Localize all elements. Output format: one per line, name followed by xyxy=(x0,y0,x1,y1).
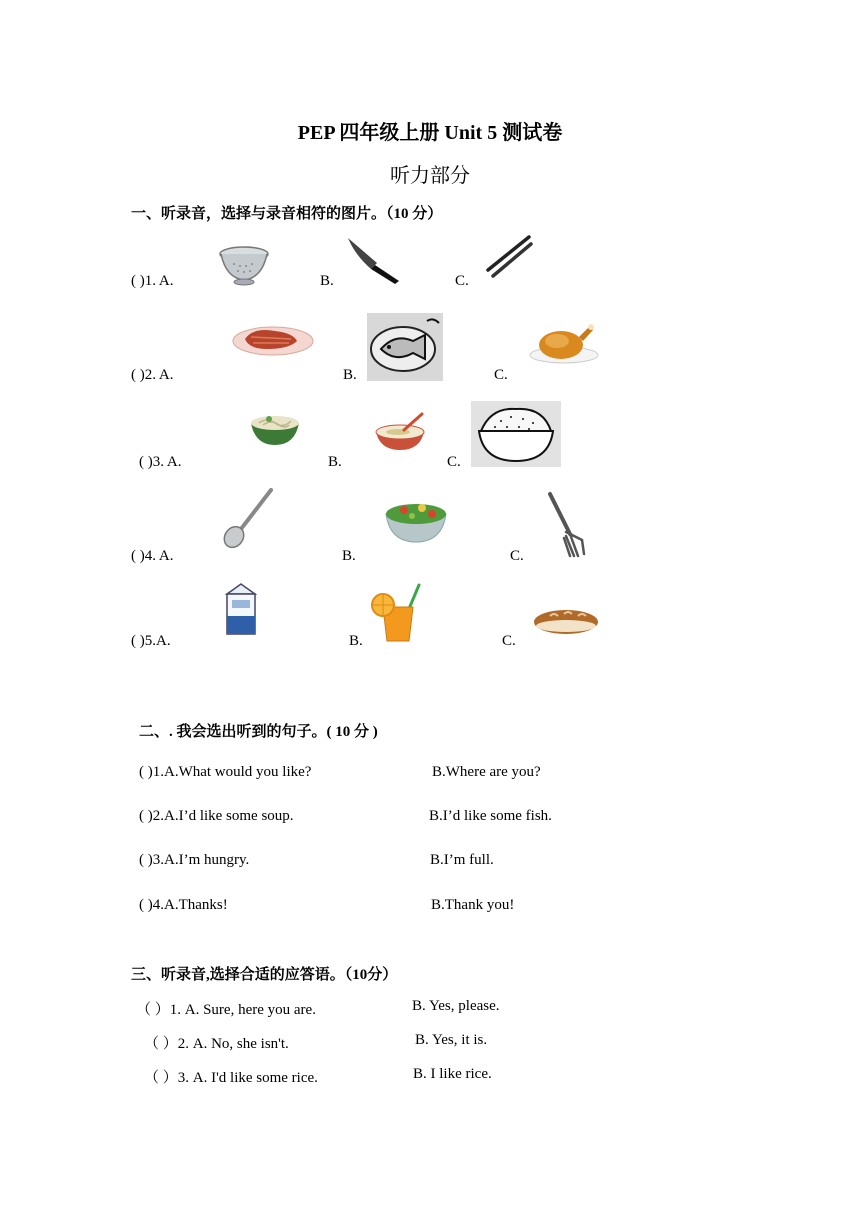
s3-q2-a: （ ）2. A. No, she isn't. xyxy=(144,1036,289,1052)
rice-icon xyxy=(471,401,561,467)
chicken-icon xyxy=(529,321,599,365)
fork-icon xyxy=(546,490,588,558)
s2-q1-b: B.Where are you? xyxy=(432,764,541,780)
section1-heading: 一、听录音，选择与录音相符的图片。（10 分） xyxy=(131,206,443,222)
section3-heading: 三、听录音,选择合适的应答语。（10分） xyxy=(131,967,398,983)
spoon-icon xyxy=(221,487,275,549)
s3-q2-b: B. Yes, it is. xyxy=(415,1032,488,1048)
q4-option-c: C. xyxy=(510,548,524,564)
bread-icon xyxy=(532,604,600,638)
colander-icon xyxy=(218,244,270,286)
salad-icon xyxy=(382,496,450,544)
s2-q3-b: B.I’m full. xyxy=(430,852,494,868)
q4-option-b: B. xyxy=(342,548,356,564)
chopsticks-icon xyxy=(485,234,533,278)
s2-q4-b: B.Thank you! xyxy=(431,897,515,913)
knife-icon xyxy=(345,235,403,285)
s3-q3-a: （ ）3. A. I'd like some rice. xyxy=(144,1070,318,1086)
q3-option-c: C. xyxy=(447,454,461,470)
milk-icon xyxy=(221,580,261,638)
q3-label: ( )3. A. xyxy=(139,454,182,470)
s3-q1-b: B. Yes, please. xyxy=(412,998,500,1014)
page-subtitle: 听力部分 xyxy=(390,165,470,187)
q5-option-c: C. xyxy=(502,633,516,649)
s3-q1-a: （ ）1. A. Sure, here you are. xyxy=(136,1002,316,1018)
section2-heading: 二、. 我会选出听到的句子。( 10 分 ) xyxy=(139,724,378,740)
s2-q2-b: B.I’d like some fish. xyxy=(429,808,552,824)
soup-icon xyxy=(374,410,426,452)
s3-q3-b: B. I like rice. xyxy=(413,1066,492,1082)
q2-option-c: C. xyxy=(494,367,508,383)
juice-icon xyxy=(369,583,425,645)
q4-label: ( )4. A. xyxy=(131,548,174,564)
s2-q1-a: ( )1.A.What would you like? xyxy=(139,764,312,780)
noodles-icon xyxy=(249,407,301,447)
q1-label: ( )1. A. xyxy=(131,273,174,289)
s2-q4-a: ( )4.A.Thanks! xyxy=(139,897,228,913)
s2-q3-a: ( )3.A.I’m hungry. xyxy=(139,852,250,868)
q3-option-b: B. xyxy=(328,454,342,470)
q1-option-b: B. xyxy=(320,273,334,289)
q5-label: ( )5.A. xyxy=(131,633,171,649)
page-title: PEP 四年级上册 Unit 5 测试卷 xyxy=(297,122,563,144)
q2-option-b: B. xyxy=(343,367,357,383)
s2-q2-a: ( )2.A.I’d like some soup. xyxy=(139,808,294,824)
q2-label: ( )2. A. xyxy=(131,367,174,383)
beef-icon xyxy=(231,321,315,357)
q1-option-c: C. xyxy=(455,273,469,289)
fish-icon xyxy=(367,313,443,381)
q5-option-b: B. xyxy=(349,633,363,649)
